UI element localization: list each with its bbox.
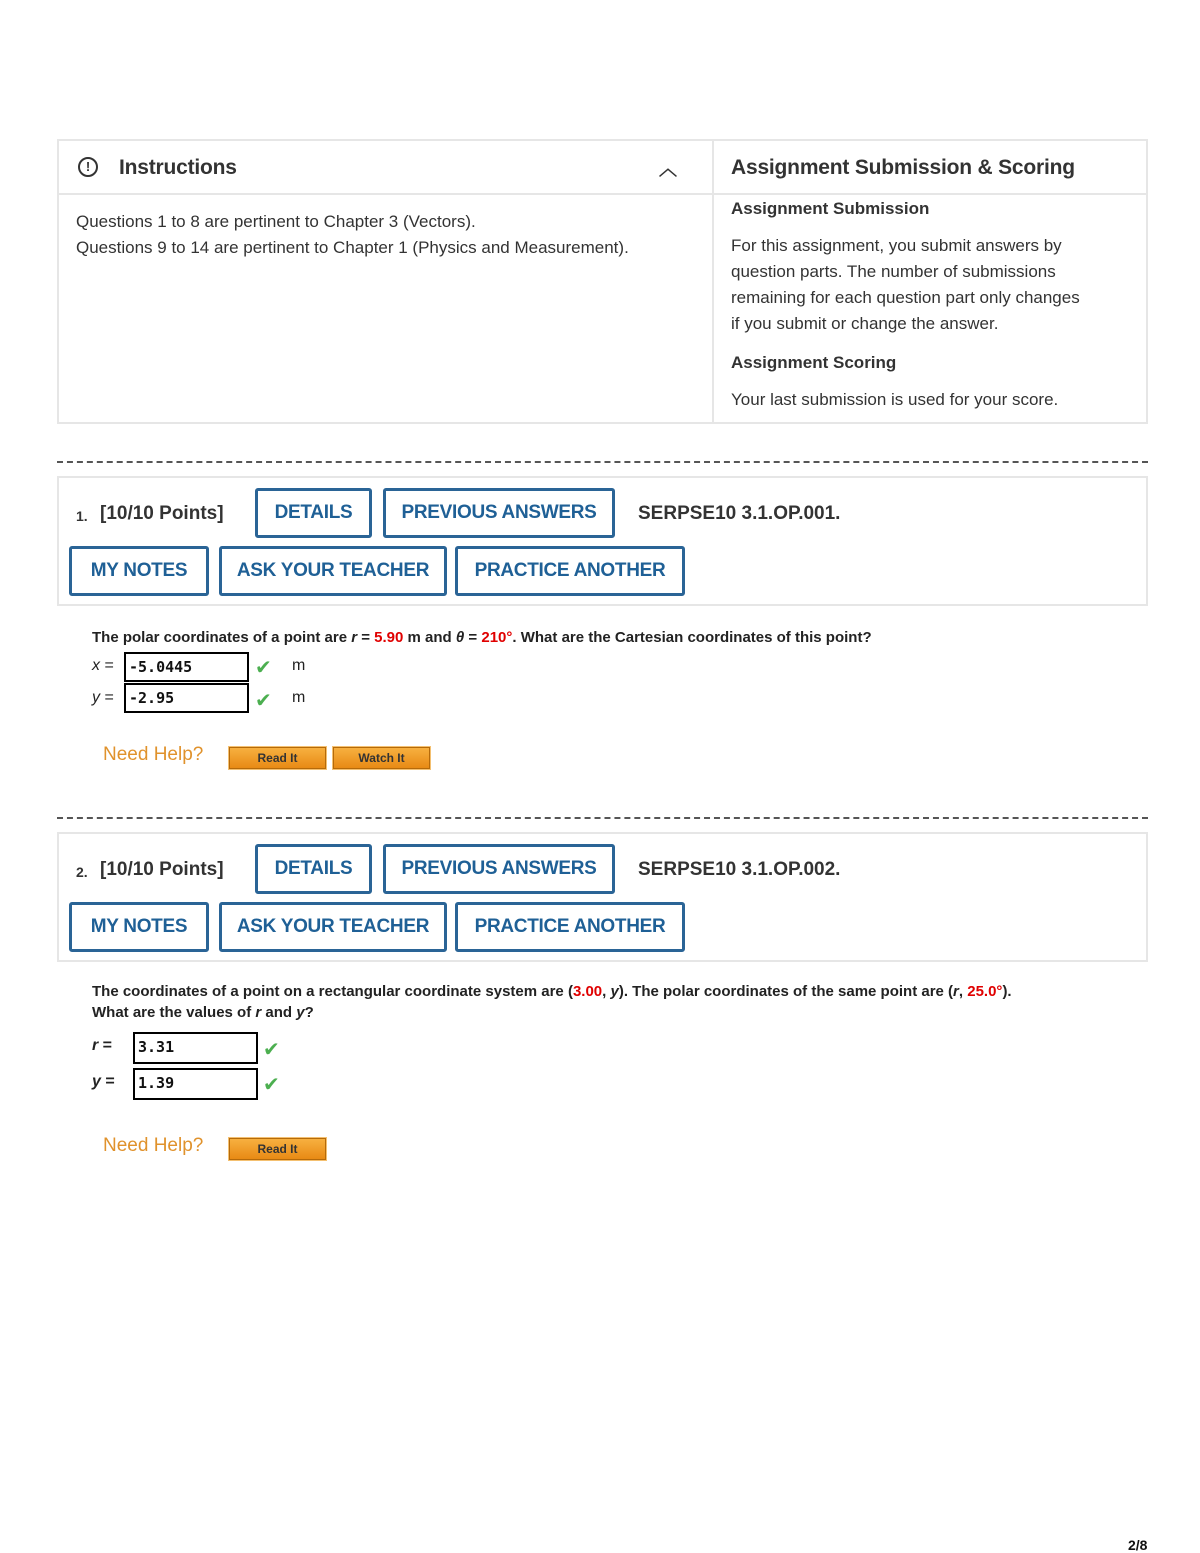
x-unit: m (292, 657, 306, 674)
question-2-text-line-2: What are the values of r and y? (92, 1004, 314, 1021)
x-answer-input[interactable]: -5.0445 (124, 652, 249, 682)
info-icon: ! (78, 157, 98, 177)
previous-answers-button[interactable]: PREVIOUS ANSWERS (383, 844, 615, 894)
watch-it-button[interactable]: Watch It (333, 747, 430, 769)
scoring-title: Assignment Submission & Scoring (731, 156, 1075, 179)
question-reference: SERPSE10 3.1.OP.002. (638, 859, 841, 880)
practice-another-button[interactable]: PRACTICE ANOTHER (455, 902, 685, 952)
ask-your-teacher-button[interactable]: ASK YOUR TEACHER (219, 546, 447, 596)
submission-line-4: if you submit or change the answer. (731, 314, 999, 333)
question-number: 2. (76, 864, 88, 880)
submission-line-1: For this assignment, you submit answers by (731, 236, 1062, 255)
instructions-panel (57, 139, 1148, 424)
instructions-title: Instructions (119, 156, 237, 179)
question-2-header (57, 832, 1148, 962)
need-help-label: Need Help? (103, 744, 204, 765)
x-value: 3.00 (572, 983, 603, 1000)
r-label: r = (92, 1037, 113, 1054)
check-icon: ✔ (263, 1074, 280, 1096)
need-help-label: Need Help? (103, 1135, 204, 1156)
check-icon: ✔ (255, 690, 272, 712)
question-points: [10/10 Points] (100, 859, 224, 880)
page-number: 2/8 (1128, 1537, 1148, 1553)
scoring-header (712, 141, 1146, 195)
submission-line-2: question parts. The number of submissions (731, 262, 1056, 281)
y-label: y = (92, 1073, 115, 1090)
angle-value: 25.0° (967, 983, 1003, 1000)
submission-line-3: remaining for each question part only changes (731, 288, 1080, 307)
read-it-button[interactable]: Read It (229, 747, 326, 769)
check-icon: ✔ (263, 1039, 280, 1061)
submission-heading: Assignment Submission (731, 199, 930, 218)
my-notes-button[interactable]: MY NOTES (69, 546, 209, 596)
scoring-body (712, 195, 1146, 422)
instructions-line-1: Questions 1 to 8 are pertinent to Chapter 3 (Vectors). (76, 212, 476, 231)
ask-your-teacher-button[interactable]: ASK YOUR TEACHER (219, 902, 447, 952)
read-it-button[interactable]: Read It (229, 1138, 326, 1160)
x-label: x = (92, 657, 114, 674)
question-1-text: The polar coordinates of a point are r = 5.90 m and θ = 210°. What are the Cartesian coordinates of this point? (92, 629, 872, 646)
previous-answers-button[interactable]: PREVIOUS ANSWERS (383, 488, 615, 538)
y-unit: m (292, 689, 306, 706)
question-points: [10/10 Points] (100, 503, 224, 524)
y-answer-input[interactable]: -2.95 (124, 683, 249, 713)
question-2-text-line-1: The coordinates of a point on a rectangular coordinate system are (3.00, y). The polar coordinates of the same point are (r, 25.0°). (92, 983, 1012, 1000)
scoring-heading: Assignment Scoring (731, 353, 897, 372)
details-button[interactable]: DETAILS (255, 488, 372, 538)
details-button[interactable]: DETAILS (255, 844, 372, 894)
instructions-line-2: Questions 9 to 14 are pertinent to Chapter 1 (Physics and Measurement). (76, 238, 629, 257)
question-1-header (57, 476, 1148, 606)
y-answer-input[interactable]: 1.39 (133, 1068, 258, 1100)
scoring-text: Your last submission is used for your score. (731, 390, 1059, 409)
r-answer-input[interactable]: 3.31 (133, 1032, 258, 1064)
y-label: y = (92, 689, 114, 706)
divider (57, 817, 1148, 819)
my-notes-button[interactable]: MY NOTES (69, 902, 209, 952)
divider (57, 461, 1148, 463)
question-number: 1. (76, 508, 88, 524)
r-value: 5.90 (374, 629, 404, 646)
chevron-up-icon[interactable]: ︿ (659, 159, 677, 179)
instructions-header[interactable] (59, 141, 712, 195)
theta-value: 210° (481, 629, 513, 646)
practice-another-button[interactable]: PRACTICE ANOTHER (455, 546, 685, 596)
question-reference: SERPSE10 3.1.OP.001. (638, 503, 841, 524)
check-icon: ✔ (255, 657, 272, 679)
